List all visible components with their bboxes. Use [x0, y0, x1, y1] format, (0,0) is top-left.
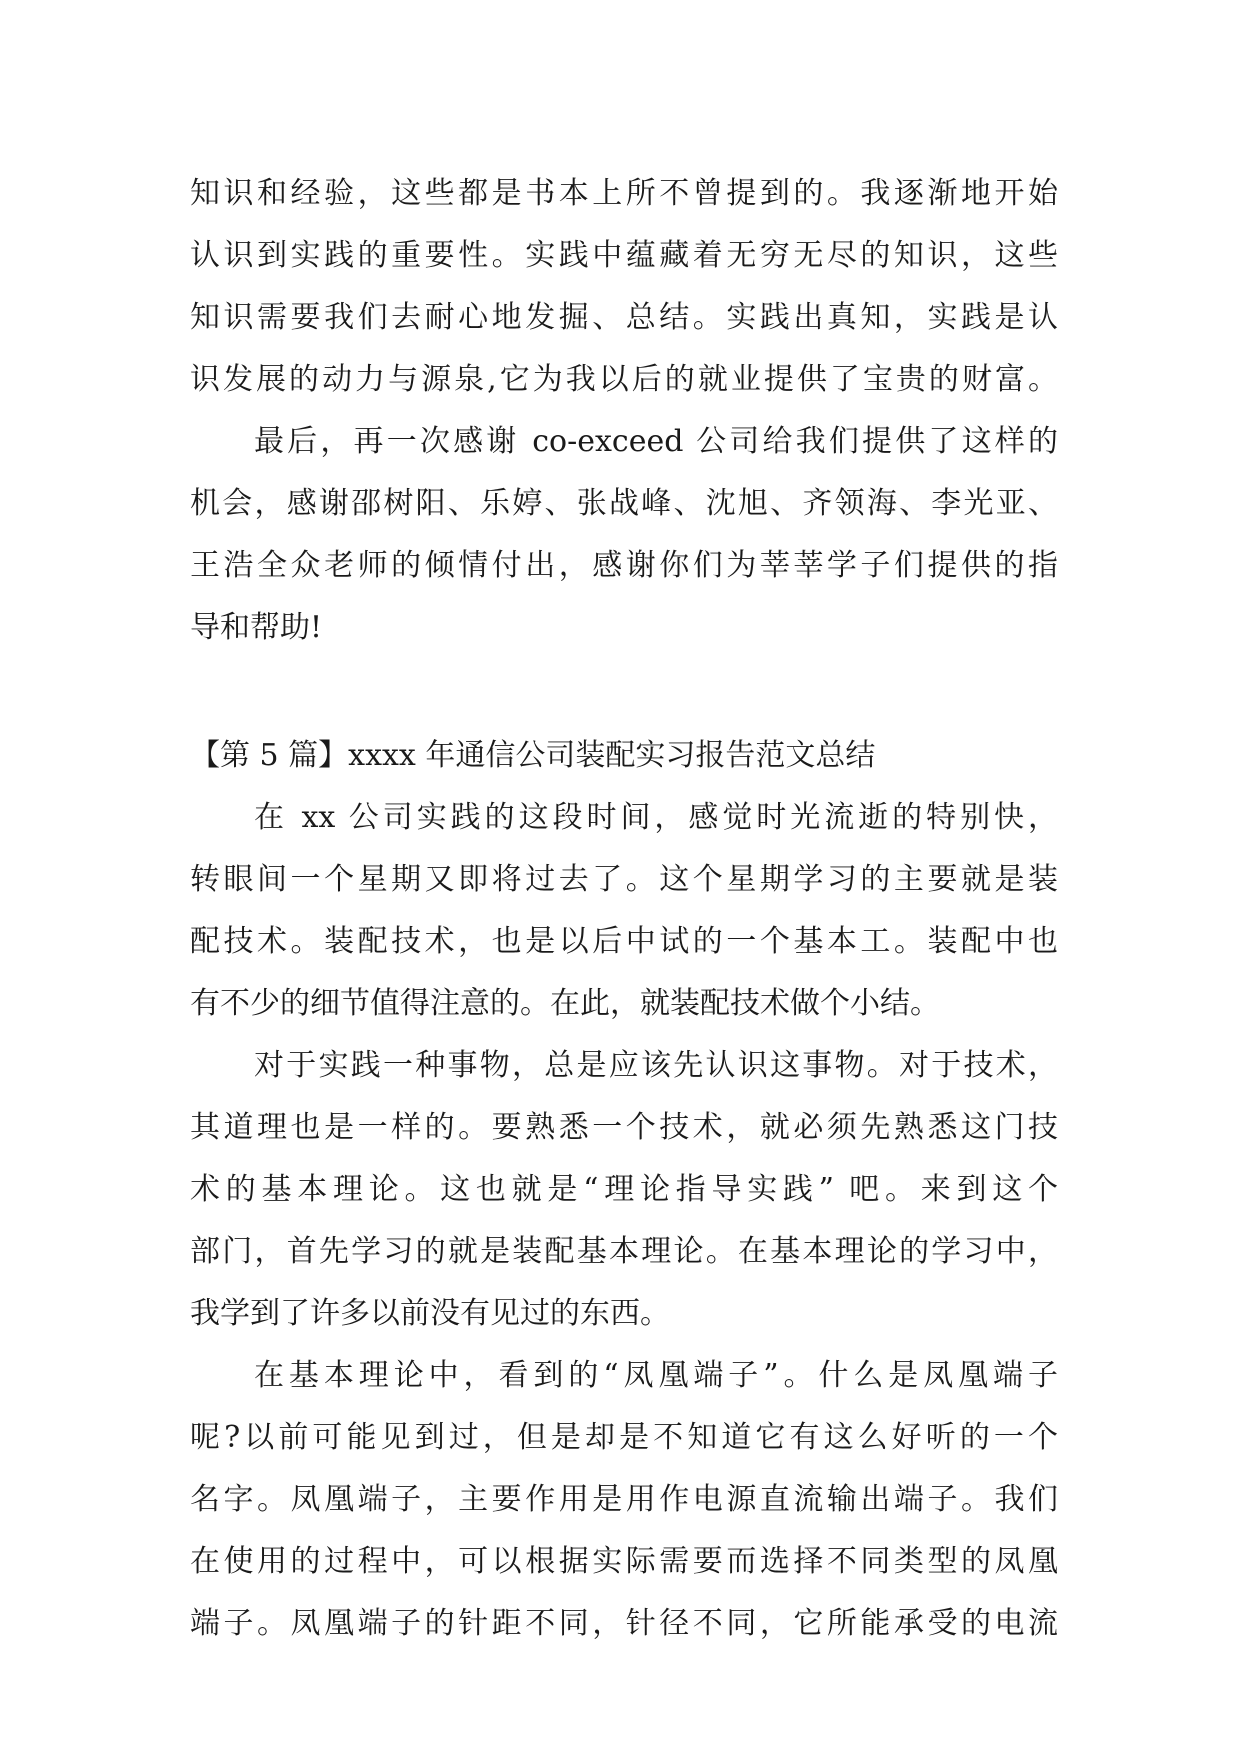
- text-line: 端子。凤凰端子的针距不同，针径不同，它所能承受的电流: [190, 1606, 1058, 1641]
- text-line: 识发展的动力与源泉,它为我以后的就业提供了宝贵的财富。: [190, 362, 1058, 397]
- section-spacer: [190, 659, 1058, 725]
- paragraph: [190, 411, 1058, 659]
- text-line: 有不少的细节值得注意的。在此，就装配技术做个小结。: [190, 986, 940, 1021]
- text-line: 术的基本理论。这也就是“理论指导实践” 吧。来到这个: [190, 1172, 1058, 1207]
- text-line: 呢?以前可能见到过，但是却是不知道它有这么好听的一个: [190, 1420, 1058, 1455]
- paragraph: [190, 787, 1058, 1035]
- text-line: 在基本理论中，看到的“凤凰端子”。什么是凤凰端子: [254, 1358, 1058, 1393]
- text-line: 王浩全众老师的倾情付出，感谢你们为莘莘学子们提供的指: [190, 548, 1058, 583]
- text-line: 转眼间一个星期又即将过去了。这个星期学习的主要就是装: [190, 862, 1058, 897]
- text-line: 配技术。装配技术，也是以后中试的一个基本工。装配中也: [190, 924, 1058, 959]
- text-line: 其道理也是一样的。要熟悉一个技术，就必须先熟悉这门技: [190, 1110, 1058, 1145]
- text-line: 在 xx 公司实践的这段时间，感觉时光流逝的特别快，: [254, 800, 1058, 835]
- text-line: 部门，首先学习的就是装配基本理论。在基本理论的学习中，: [190, 1234, 1058, 1269]
- text-line: 认识到实践的重要性。实践中蕴藏着无穷无尽的知识，这些: [190, 238, 1058, 273]
- paragraph: [190, 1035, 1058, 1345]
- text-line: 知识和经验，这些都是书本上所不曾提到的。我逐渐地开始: [190, 176, 1058, 211]
- text-line: 名字。凤凰端子，主要作用是用作电源直流输出端子。我们: [190, 1482, 1058, 1517]
- text-line: 在使用的过程中，可以根据实际需要而选择不同类型的凤凰: [190, 1544, 1058, 1579]
- text-line: 导和帮助!: [190, 610, 323, 645]
- text-line: 对于实践一种事物，总是应该先认识这事物。对于技术，: [254, 1048, 1058, 1083]
- paragraph: [190, 1345, 1058, 1655]
- text-line: 机会，感谢邵树阳、乐婷、张战峰、沈旭、齐领海、李光亚、: [190, 486, 1058, 521]
- paragraph: [190, 163, 1058, 411]
- text-line: 知识需要我们去耐心地发掘、总结。实践出真知，实践是认: [190, 300, 1058, 335]
- text-line: 最后，再一次感谢 co-exceed 公司给我们提供了这样的: [254, 424, 1058, 459]
- text-line: 我学到了许多以前没有见过的东西。: [190, 1296, 670, 1331]
- document-body: [190, 163, 1058, 1655]
- section-heading: 【第 5 篇】xxxx 年通信公司装配实习报告范文总结: [190, 738, 876, 773]
